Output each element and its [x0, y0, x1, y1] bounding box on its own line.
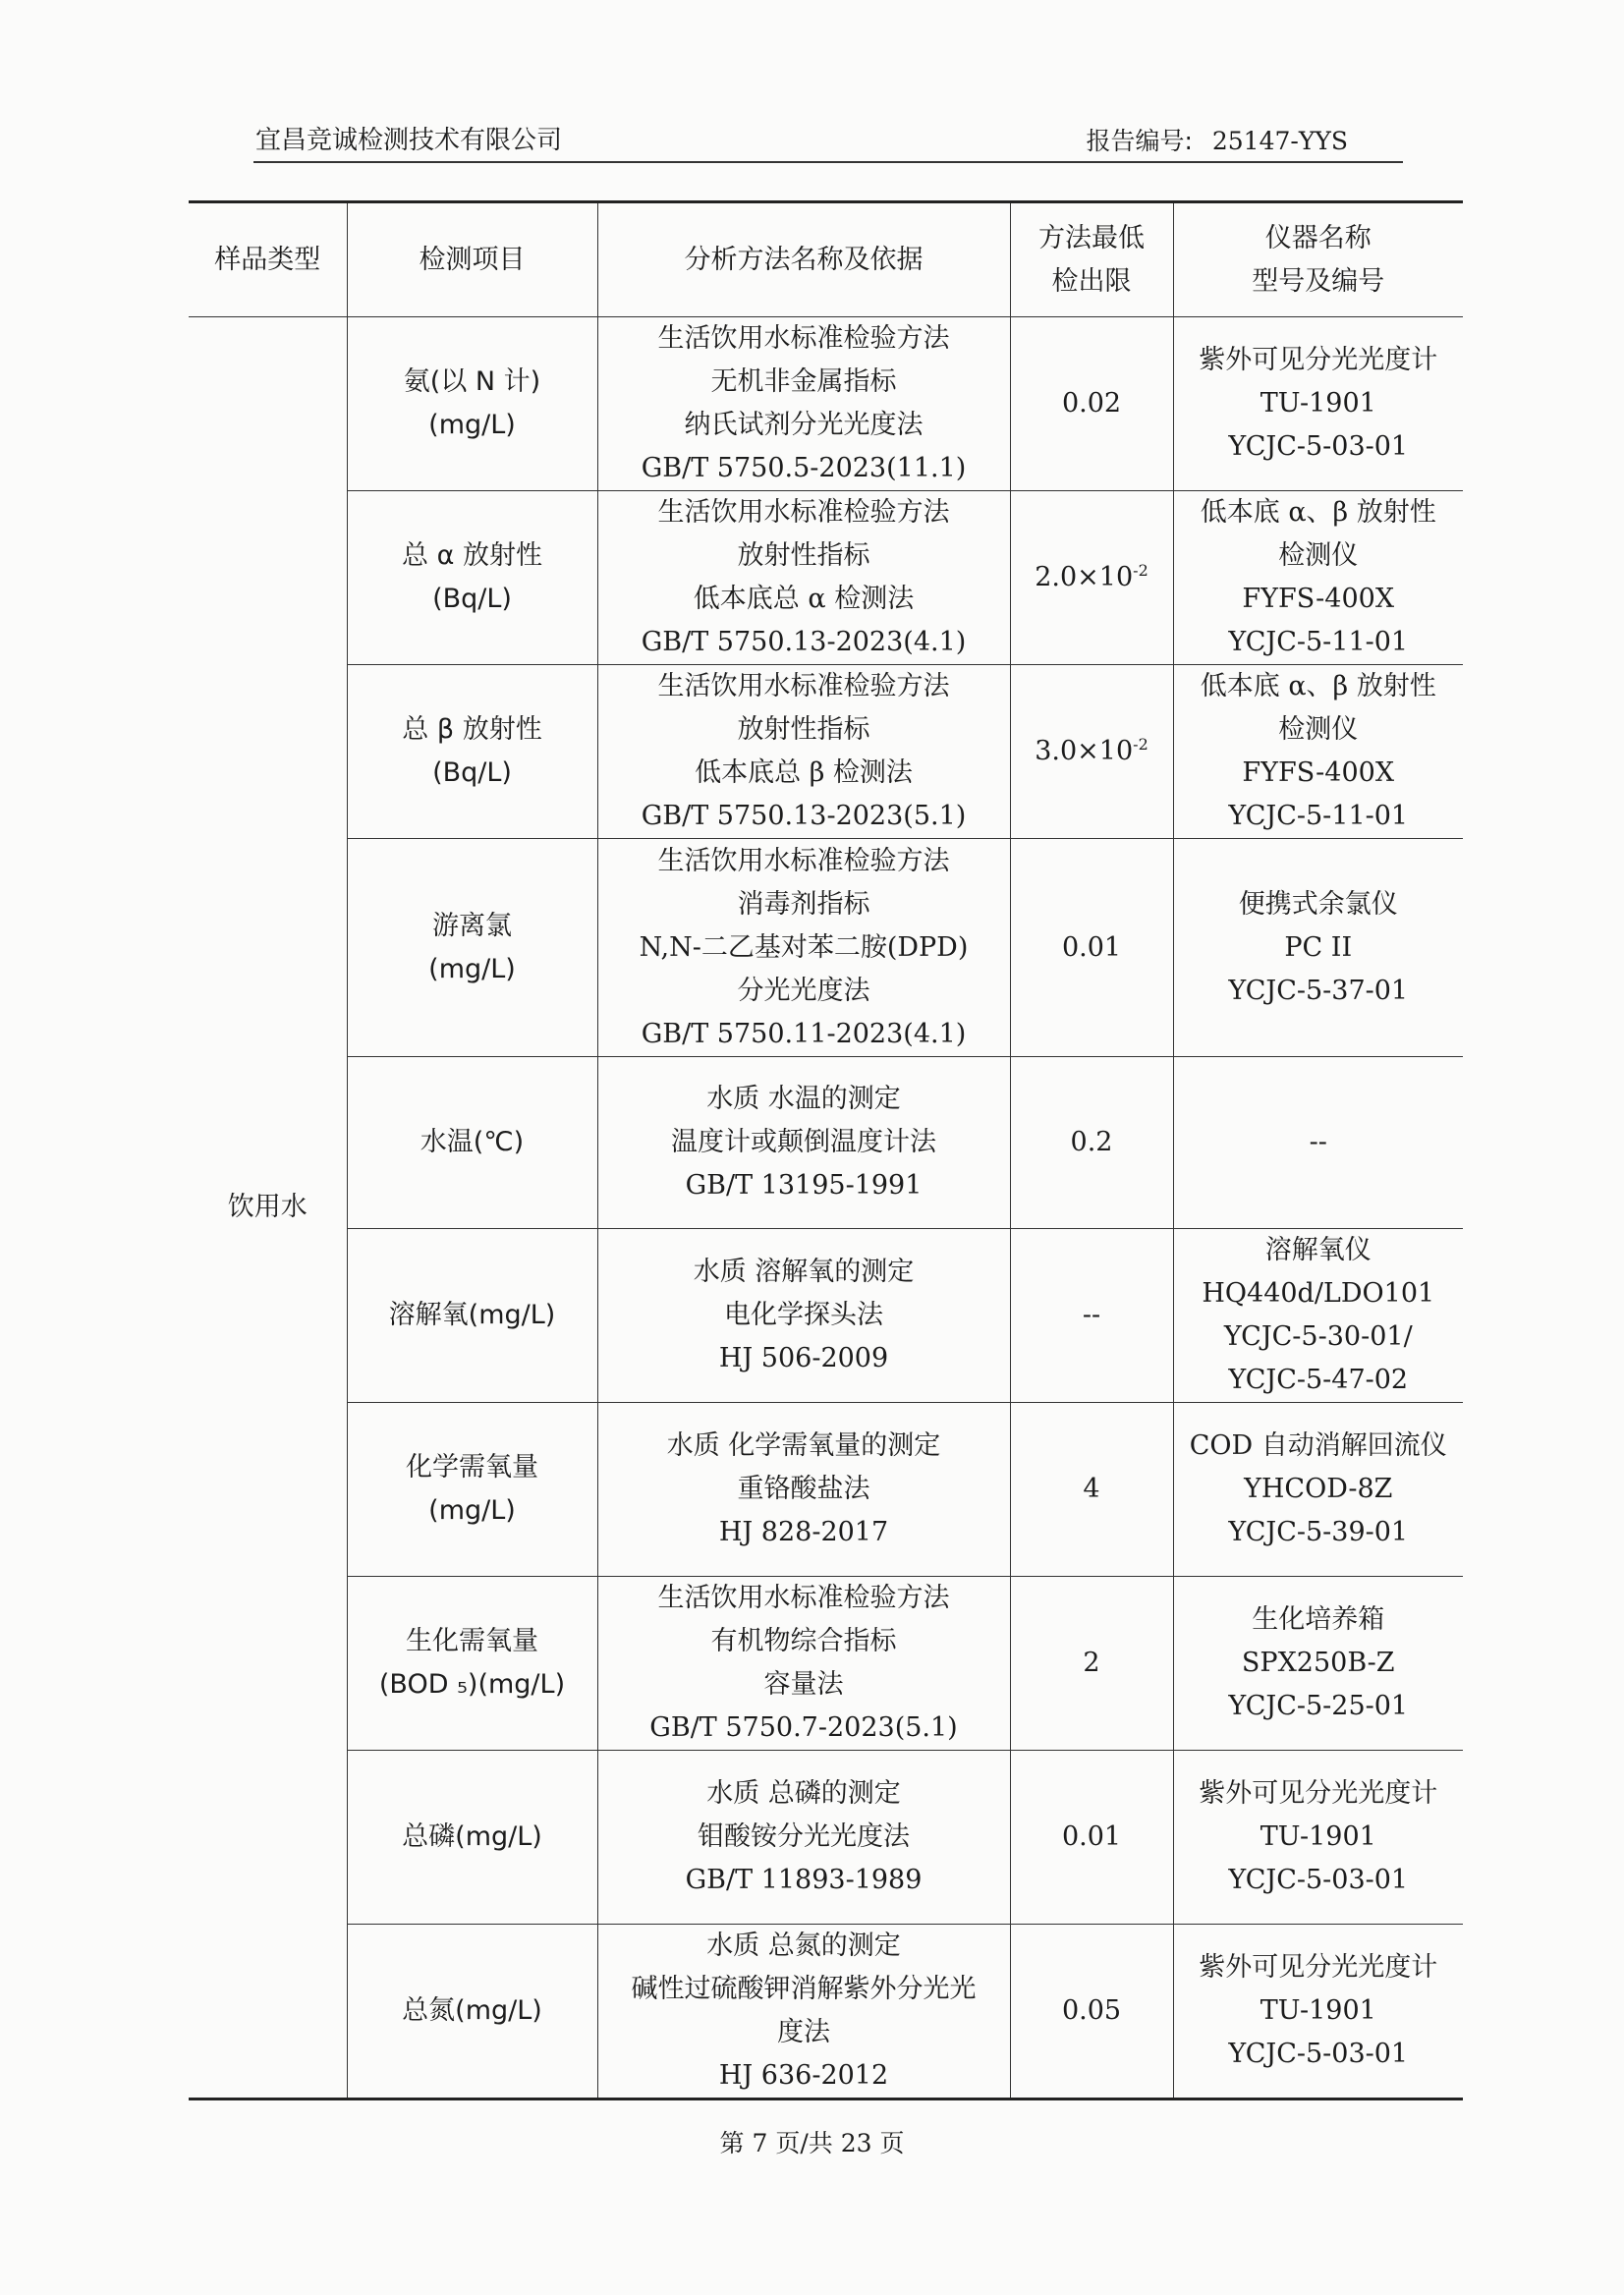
detection-limit-cell: 0.2	[1010, 1057, 1173, 1229]
detection-limit-cell: 4	[1010, 1403, 1173, 1577]
table-row	[189, 1229, 1463, 1403]
company-name: 宜昌竞诚检测技术有限公司	[255, 126, 563, 155]
report-number-label: 报告编号:	[1086, 127, 1193, 155]
instrument-cell: 紫外可见分光光度计 TU-1901 YCJC-5-03-01	[1173, 1925, 1463, 2099]
detection-limit-cell: 0.01	[1010, 1751, 1173, 1925]
report-number-value: 25147-YYS	[1211, 127, 1348, 155]
detection-limit-cell: $2.0\times 10^{-2}$	[1010, 491, 1173, 665]
method-cell: 生活饮用水标准检验方法 放射性指标 低本底总 β 检测法 GB/T 5750.13-2023(5.1)	[597, 665, 1010, 839]
table-header-row	[189, 202, 1463, 317]
method-cell: 生活饮用水标准检验方法 消毒剂指标 N,N-二乙基对苯二胺(DPD) 分光光度法 GB/T 5750.11-2023(4.1)	[597, 839, 1010, 1057]
method-cell: 水质 总氮的测定 碱性过硫酸钾消解紫外分光光 度法 HJ 636-2012	[597, 1925, 1010, 2099]
item-cell: 总 β 放射性 (Bq/L)	[347, 665, 597, 839]
report-number	[1086, 122, 1348, 157]
detection-limit-cell: 0.05	[1010, 1925, 1173, 2099]
table-row	[189, 665, 1463, 839]
col-header-instrument: 仪器名称 型号及编号	[1173, 202, 1463, 317]
item-cell: 生化需氧量 (BOD ₅)(mg/L)	[347, 1577, 597, 1751]
col-header-method: 分析方法名称及依据	[597, 202, 1010, 317]
table-row	[189, 491, 1463, 665]
test-methods-table	[189, 200, 1463, 2100]
item-cell: 游离氯 (mg/L)	[347, 839, 597, 1057]
table-row	[189, 1057, 1463, 1229]
item-cell: 水温(℃)	[347, 1057, 597, 1229]
instrument-cell: 溶解氧仪 HQ440d/LDO101 YCJC-5-30-01/ YCJC-5-47-02	[1173, 1229, 1463, 1403]
method-cell: 水质 溶解氧的测定 电化学探头法 HJ 506-2009	[597, 1229, 1010, 1403]
sample-type-cell: 饮用水	[189, 317, 347, 2099]
page-header	[253, 116, 1403, 163]
instrument-cell: 紫外可见分光光度计 TU-1901 YCJC-5-03-01	[1173, 1751, 1463, 1925]
item-cell: 溶解氧(mg/L)	[347, 1229, 597, 1403]
instrument-cell: 便携式余氯仪 PC II YCJC-5-37-01	[1173, 839, 1463, 1057]
table-row	[189, 839, 1463, 1057]
method-cell: 生活饮用水标准检验方法 放射性指标 低本底总 α 检测法 GB/T 5750.13-2023(4.1)	[597, 491, 1010, 665]
table-row	[189, 1403, 1463, 1577]
instrument-cell: 低本底 α、β 放射性 检测仪 FYFS-400X YCJC-5-11-01	[1173, 665, 1463, 839]
method-cell: 水质 化学需氧量的测定 重铬酸盐法 HJ 828-2017	[597, 1403, 1010, 1577]
instrument-cell: COD 自动消解回流仪 YHCOD-8Z YCJC-5-39-01	[1173, 1403, 1463, 1577]
item-cell: 总氮(mg/L)	[347, 1925, 597, 2099]
detection-limit-cell: --	[1010, 1229, 1173, 1403]
table-row	[189, 317, 1463, 491]
method-cell: 生活饮用水标准检验方法 有机物综合指标 容量法 GB/T 5750.7-2023(5.1)	[597, 1577, 1010, 1751]
instrument-cell: 低本底 α、β 放射性 检测仪 FYFS-400X YCJC-5-11-01	[1173, 491, 1463, 665]
instrument-cell: 生化培养箱 SPX250B-Z YCJC-5-25-01	[1173, 1577, 1463, 1751]
detection-limit-cell: $3.0\times 10^{-2}$	[1010, 665, 1173, 839]
table-row	[189, 1925, 1463, 2099]
detection-limit-cell: 2	[1010, 1577, 1173, 1751]
item-cell: 氨(以 N 计) (mg/L)	[347, 317, 597, 491]
item-cell: 化学需氧量 (mg/L)	[347, 1403, 597, 1577]
method-cell: 水质 总磷的测定 钼酸铵分光光度法 GB/T 11893-1989	[597, 1751, 1010, 1925]
page-number: 第 7 页/共 23 页	[719, 2129, 905, 2157]
method-cell: 水质 水温的测定 温度计或颠倒温度计法 GB/T 13195-1991	[597, 1057, 1010, 1229]
col-header-limit: 方法最低 检出限	[1010, 202, 1173, 317]
item-cell: 总 α 放射性 (Bq/L)	[347, 491, 597, 665]
instrument-cell: --	[1173, 1057, 1463, 1229]
instrument-cell: 紫外可见分光光度计 TU-1901 YCJC-5-03-01	[1173, 317, 1463, 491]
method-cell: 生活饮用水标准检验方法 无机非金属指标 纳氏试剂分光光度法 GB/T 5750.5-2023(11.1)	[597, 317, 1010, 491]
table-row	[189, 1751, 1463, 1925]
col-header-item: 检测项目	[347, 202, 597, 317]
col-header-sample-type: 样品类型	[189, 202, 347, 317]
table-row	[189, 1577, 1463, 1751]
detection-limit-cell: 0.02	[1010, 317, 1173, 491]
item-cell: 总磷(mg/L)	[347, 1751, 597, 1925]
detection-limit-cell: 0.01	[1010, 839, 1173, 1057]
